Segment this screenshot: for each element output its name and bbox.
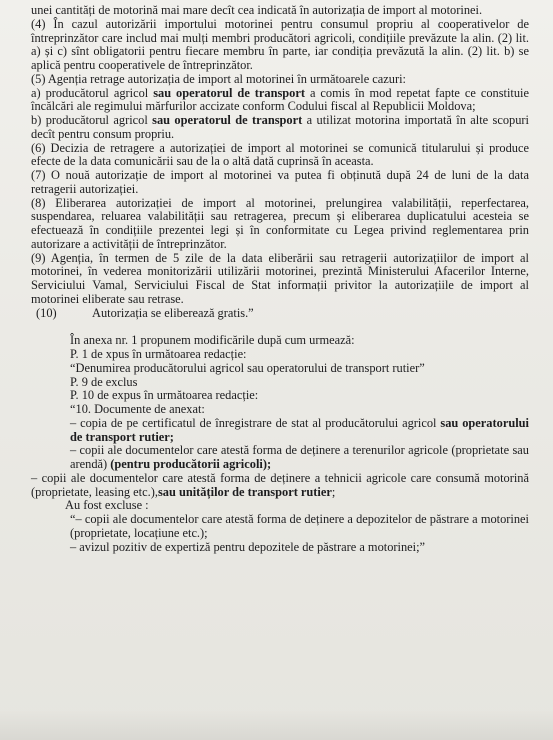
annex-item-p9: P. 9 de exclus	[70, 374, 138, 389]
paragraph-5: (5) Agenția retrage autorizația de import al motorinei în următoarele cazuri:	[31, 71, 406, 86]
text: – copii ale documentelor care atestă forma de deținere a terenurilor agricole (proprietate sau arendă)	[70, 443, 529, 471]
text: – copii ale documentelor care atestă forma de deținere a tehnicii agricole care consumă motorină (proprietate, leasing etc.),	[31, 470, 529, 499]
text: Autorizația se eliberează gratis.”	[92, 305, 254, 320]
annex-intro: În anexa nr. 1 propunem modificările după cum urmează:	[70, 333, 355, 348]
bold-text: (pentru producătorii agricoli);	[110, 457, 272, 471]
text: b) producătorul agricol	[31, 113, 153, 127]
text: a utilizat motorina importată în alte scopuri decît pentru consum propriu.	[31, 113, 529, 141]
annex-item-p10-title: “10. Documente de anexat:	[70, 402, 205, 416]
page-shadow	[0, 710, 553, 740]
paragraph-9: (9) Agenția, în termen de 5 zile de la data eliberării sau retragerii autorizațiilor de import al motorinei, în vederea monitorizării utilizării motorinei, prezintă Ministerului Afacerilor Interne, Serviciului Vamal, Serviciului Fiscal de Stat informații privitor la autorizațiile de import al motorinei eliberate sau retrase.	[31, 250, 529, 306]
paragraph-7: (7) O nouă autorizație de import al motorinei va putea fi obținută după 24 de luni de la data retragerii autorizației.	[31, 168, 529, 196]
paragraph-cont: unei cantități de motorină mai mare decît cea indicată în autorizația de import al motorinei.	[31, 3, 483, 17]
annex-doc-2	[31, 444, 529, 472]
annex-doc-1	[31, 417, 529, 445]
bold-text: sau unităților de transport rutier	[157, 484, 332, 499]
annex-item-p10: P. 10 de expus în următoarea redacție:	[70, 388, 259, 403]
bold-text: sau operatorului de transport rutier;	[70, 415, 529, 444]
text: – copia de pe certificatul de înregistrare de stat al producătorului agricol	[70, 415, 441, 430]
spacer	[31, 320, 529, 334]
bold-text: sau operatorul de transport	[152, 113, 303, 127]
excluded-item-1: “– copii ale documentelor care atestă forma de deținere a depozitelor de păstrare a motorinei (proprietate, locațiune etc.);	[70, 512, 529, 540]
paragraph-5b	[31, 114, 529, 142]
paragraph-number: (10)	[36, 305, 57, 320]
paragraph-4: (4) În cazul autorizării importului motorinei pentru consumul propriu al cooperativelor de întreprinzător care includ mai mulți membri producători agricoli, condițiile prevăzute la alin. (2) lit. a) și c) sînt obligatorii pentru fiecare membru în parte, iar condiția prevăzută la alin. (2) lit. b) se aplică pentru cooperativele de întreprinzător.	[31, 16, 529, 72]
bold-text: sau operatorul de transport	[153, 85, 306, 100]
text: a) producătorul agricol	[31, 85, 154, 100]
annex-item-p1: P. 1 de xpus în următoarea redacție:	[70, 347, 247, 361]
paragraph-6: (6) Decizia de retragere a autorizației de import al motorinei se comunică titularului și produce efecte de la data comunicării sau de la o altă dată cuprinsă în aceasta.	[31, 140, 529, 169]
annex-doc-3	[31, 472, 529, 500]
paragraph-10	[31, 307, 529, 321]
excluded-heading: Au fost excluse :	[65, 498, 149, 513]
annex-item-p1-text: “Denumirea producătorului agricol sau operatorului de transport rutier”	[70, 360, 425, 375]
text: a comis în mod repetat fapte ce constituie încălcări ale regimului mărfurilor accizate conform Codului fiscal al Republicii Moldova;	[31, 85, 529, 114]
paragraph-5a	[31, 87, 529, 115]
excluded-item-2: – avizul pozitiv de expertiză pentru depozitele de păstrare a motorinei;”	[70, 539, 426, 554]
paragraph-8: (8) Eliberarea autorizației de import al motorinei, prelungirea valabilității, reperfectarea, suspendarea, reluarea valabilității sau retragerea, precum și eliberarea duplicatului acesteia se efectuează în condițiile prezentei legi și în conformitate cu Legea privind reglementarea prin autorizare a activității de întreprinzător.	[31, 195, 529, 251]
text: ;	[331, 484, 336, 499]
